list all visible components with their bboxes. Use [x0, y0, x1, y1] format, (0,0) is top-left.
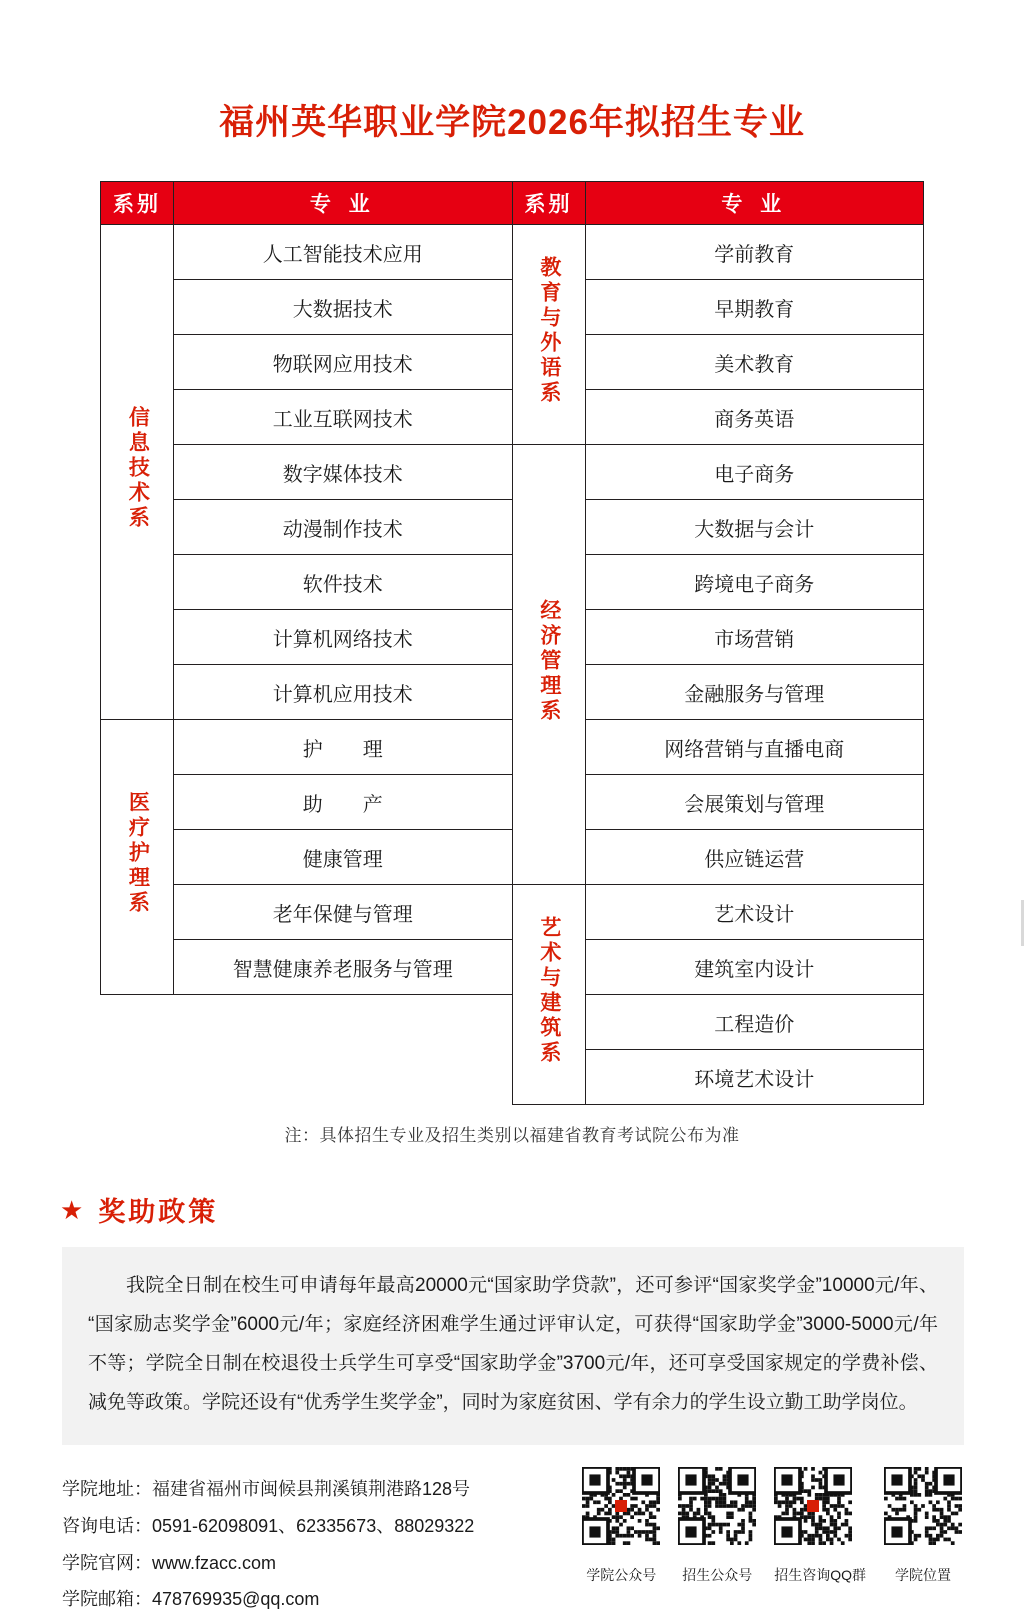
qr-code-caption: 招生咨询QQ群	[774, 1566, 866, 1583]
major-cell-left: 护 理	[174, 720, 513, 775]
major-cell-right: 金融服务与管理	[585, 665, 924, 720]
dept-cell-right	[512, 885, 585, 1105]
column-header-dept-right: 系别	[512, 182, 585, 225]
table-body	[101, 225, 924, 1105]
major-cell-left: 老年保健与管理	[174, 885, 513, 940]
table-note: 注：具体招生专业及招生类别以福建省教育考试院公布为准	[284, 1126, 740, 1145]
major-cell-right: 供应链运营	[585, 830, 924, 885]
qr-code-caption: 学院位置	[895, 1566, 951, 1583]
major-cell-right: 艺术设计	[585, 885, 924, 940]
dept-label: 经济管理系	[537, 598, 561, 724]
major-cell-right: 会展策划与管理	[585, 775, 924, 830]
major-cell-right: 市场营销	[585, 610, 924, 665]
contact-line: 咨询电话：0591-62098091、62335673、88029322	[62, 1515, 475, 1536]
major-cell-right: 电子商务	[585, 445, 924, 500]
major-cell-right: 建筑室内设计	[585, 940, 924, 995]
dept-cell-right	[512, 445, 585, 885]
table-row	[101, 445, 924, 500]
qr-code-item	[884, 1467, 962, 1585]
major-cell-left: 数字媒体技术	[174, 445, 513, 500]
contact-line[interactable]: 学院官网：www.fzacc.com	[62, 1552, 277, 1573]
major-cell-left: 工业互联网技术	[174, 390, 513, 445]
column-header-major-left: 专 业	[174, 182, 513, 225]
major-cell-right: 早期教育	[585, 280, 924, 335]
major-cell-right: 网络营销与直播电商	[585, 720, 924, 775]
qr-code-item	[774, 1467, 866, 1585]
qr-code-item	[678, 1467, 756, 1585]
qr-code-row	[582, 1467, 962, 1585]
major-cell-left: 助 产	[174, 775, 513, 830]
policy-box	[62, 1247, 964, 1445]
qr-code-item	[582, 1467, 660, 1585]
major-cell-left: 计算机应用技术	[174, 665, 513, 720]
qr-code-icon	[884, 1467, 962, 1545]
major-cell-left: 人工智能技术应用	[174, 225, 513, 280]
major-cell-right: 跨境电子商务	[585, 555, 924, 610]
dept-cell-left	[101, 225, 174, 720]
contact-line: 学院地址：福建省福州市闽候县荆溪镇荆港路128号	[62, 1478, 471, 1499]
majors-table-wrapper	[100, 181, 924, 1105]
dept-label: 艺术与建筑系	[537, 916, 561, 1067]
major-cell-left: 软件技术	[174, 555, 513, 610]
contact-line[interactable]: 学院邮箱：478769935@qq.com	[62, 1589, 320, 1610]
column-header-major-right: 专 业	[585, 182, 924, 225]
dept-label: 信息技术系	[126, 406, 150, 532]
dept-label: 教育与外语系	[537, 256, 561, 407]
dept-cell-right	[512, 225, 585, 445]
empty-cell	[101, 995, 513, 1050]
major-cell-left: 健康管理	[174, 830, 513, 885]
contact-area	[0, 1467, 1024, 1618]
table-head	[101, 182, 924, 225]
table-header-row	[101, 182, 924, 225]
majors-table	[100, 181, 924, 1105]
major-cell-left: 大数据技术	[174, 280, 513, 335]
qr-code-icon	[582, 1467, 660, 1545]
dept-cell-left	[101, 720, 174, 995]
column-header-dept-left: 系别	[101, 182, 174, 225]
qr-code-caption: 学院公众号	[586, 1566, 657, 1583]
major-cell-right: 工程造价	[585, 995, 924, 1050]
major-cell-right: 商务英语	[585, 390, 924, 445]
major-cell-left: 物联网应用技术	[174, 335, 513, 390]
major-cell-left: 计算机网络技术	[174, 610, 513, 665]
qr-code-caption: 招生公众号	[682, 1566, 753, 1583]
major-cell-right: 环境艺术设计	[585, 1050, 924, 1105]
major-cell-left: 动漫制作技术	[174, 500, 513, 555]
contact-list	[62, 1467, 474, 1618]
empty-cell	[101, 1050, 513, 1105]
page-title: 福州英华职业学院2026年拟招生专业	[219, 103, 805, 142]
qr-code-icon	[678, 1467, 756, 1545]
dept-label: 医疗护理系	[126, 791, 150, 917]
table-row	[101, 225, 924, 280]
major-cell-right: 学前教育	[585, 225, 924, 280]
policy-text: 我院全日制在校生可申请每年最高20000元“国家助学贷款”，还可参评“国家奖学金”10000元/年、“国家励志奖学金”6000元/年；家庭经济困难学生通过评审认定，可获得“国家助学金”3000-5000元/年不等；学院全日制在校退役士兵学生可享受“国家助学金”3700元/年，还可享受国家规定的学费补偿、减免等政策。学院还设有“优秀学生奖学金”，同时为家庭贫困、学有余力的学生设立勤工助学岗位。	[88, 1275, 938, 1413]
table-row	[101, 885, 924, 940]
policy-heading-label: 奖助政策	[98, 1197, 219, 1227]
major-cell-right: 美术教育	[585, 335, 924, 390]
major-cell-left: 智慧健康养老服务与管理	[174, 940, 513, 995]
qr-code-icon	[774, 1467, 852, 1545]
star-icon: ★	[60, 1194, 87, 1225]
major-cell-right: 大数据与会计	[585, 500, 924, 555]
policy-heading	[60, 1190, 1024, 1229]
